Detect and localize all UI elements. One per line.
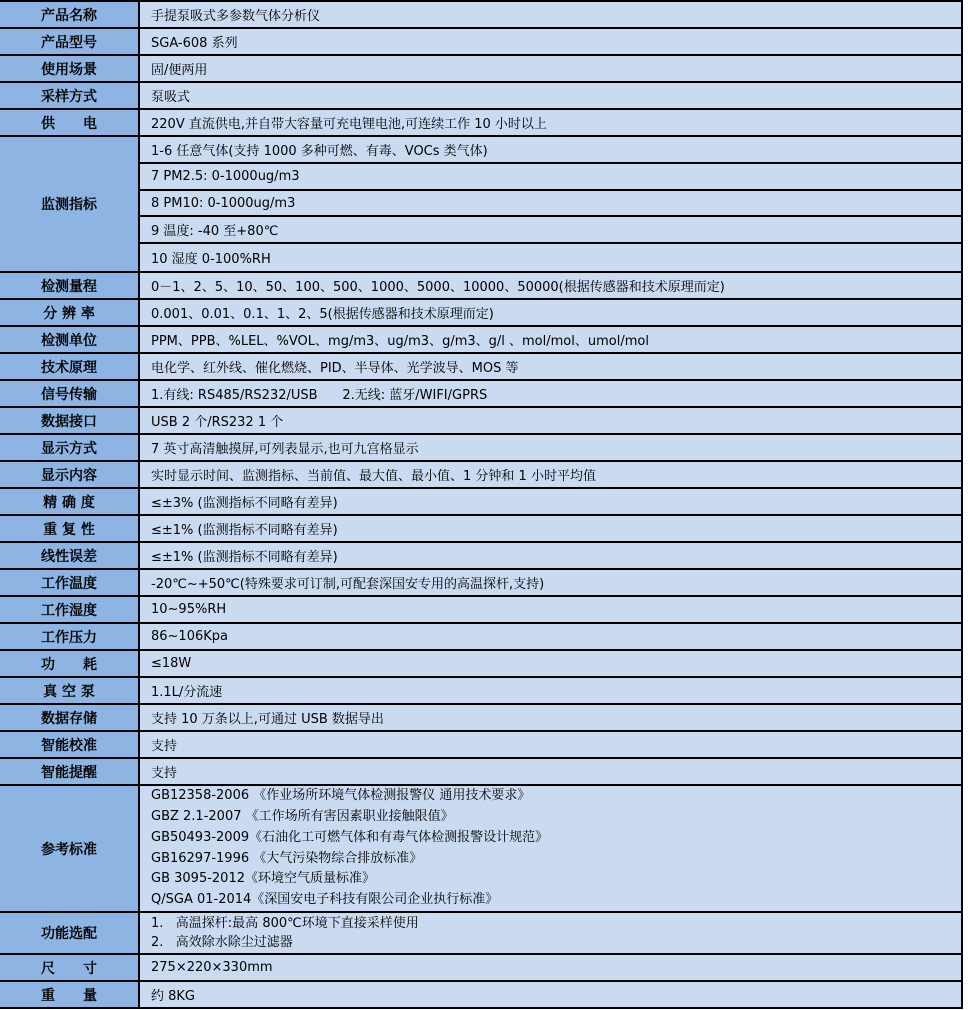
table-row (0, 651, 961, 678)
row-value (140, 137, 961, 271)
value-line: GB16297-1996 《大气污染物综合排放标准》 (151, 850, 423, 866)
row-label: 线性误差 (0, 543, 140, 568)
table-row (0, 381, 961, 408)
row-label: 产品名称 (0, 2, 140, 27)
row-label: 显示方式 (0, 435, 140, 460)
row-label: 显示内容 (0, 462, 140, 487)
row-value: ≤±3% (监测指标不同略有差异) (140, 489, 961, 514)
table-row (0, 2, 961, 29)
row-value: 约 8KG (140, 982, 961, 1007)
row-label: 真 空 泵 (0, 678, 140, 703)
row-label: 工作湿度 (0, 597, 140, 622)
row-value: 1.有线: RS485/RS232/USB 2.无线: 蓝牙/WIFI/GPRS (140, 381, 961, 406)
row-value (140, 913, 961, 953)
row-label: 信号传输 (0, 381, 140, 406)
row-label: 采样方式 (0, 83, 140, 108)
table-row (0, 408, 961, 435)
table-row (0, 300, 961, 327)
table-row (0, 705, 961, 732)
row-value: SGA-608 系列 (140, 29, 961, 54)
row-value: 支持 10 万条以上,可通过 USB 数据导出 (140, 705, 961, 730)
row-value: -20℃~+50℃(特殊要求可订制,可配套深国安专用的高温探杆,支持) (140, 570, 961, 595)
row-value (140, 786, 961, 911)
row-value: ≤±1% (监测指标不同略有差异) (140, 543, 961, 568)
table-row (0, 570, 961, 597)
row-value: USB 2 个/RS232 1 个 (140, 408, 961, 433)
row-label: 智能提醒 (0, 759, 140, 784)
table-row (0, 83, 961, 110)
table-row (0, 982, 961, 1009)
row-label: 重 复 性 (0, 516, 140, 541)
table-row (0, 354, 961, 381)
row-value: 275×220×330mm (140, 955, 961, 980)
row-value: 0－1、2、5、10、50、100、500、1000、5000、10000、50000(根据传感器和技术原理而定) (140, 273, 961, 298)
row-label: 产品型号 (0, 29, 140, 54)
table-row (0, 327, 961, 354)
value-line: GB12358-2006 《作业场所环境气体检测报警仪 通用技术要求》 (151, 788, 531, 804)
row-value: 支持 (140, 759, 961, 784)
table-row (0, 955, 961, 982)
row-label: 监测指标 (0, 137, 140, 271)
table-row (0, 913, 961, 955)
table-row (0, 29, 961, 56)
table-row (0, 462, 961, 489)
table-row (0, 110, 961, 137)
value-line: GBZ 2.1-2007 《工作场所有害因素职业接触限值》 (151, 808, 454, 824)
row-label: 精 确 度 (0, 489, 140, 514)
row-label: 技术原理 (0, 354, 140, 379)
row-value: 实时显示时间、监测指标、当前值、最大值、最小值、1 分钟和 1 小时平均值 (140, 462, 961, 487)
row-value: 0.001、0.01、0.1、1、2、5(根据传感器和技术原理而定) (140, 300, 961, 325)
table-row (0, 597, 961, 624)
table-row (0, 543, 961, 570)
row-label: 工作温度 (0, 570, 140, 595)
row-label: 功 耗 (0, 651, 140, 676)
value-line: GB 3095-2012《环境空气质量标准》 (151, 871, 375, 887)
row-label: 分 辨 率 (0, 300, 140, 325)
table-row (0, 732, 961, 759)
row-label: 数据接口 (0, 408, 140, 433)
row-value: PPM、PPB、%LEL、%VOL、mg/m3、ug/m3、g/m3、g/l 、mol/mol、umol/mol (140, 327, 961, 352)
row-value: 固/便两用 (140, 56, 961, 81)
sub-row-value: 8 PM10: 0-1000ug/m3 (140, 191, 961, 218)
value-line: Q/SGA 01-2014《深国安电子科技有限公司企业执行标准》 (151, 892, 499, 908)
row-label: 检测量程 (0, 273, 140, 298)
row-label: 使用场景 (0, 56, 140, 81)
table-row (0, 56, 961, 83)
row-label: 智能校准 (0, 732, 140, 757)
table-row (0, 624, 961, 651)
table-row (0, 678, 961, 705)
row-value: 支持 (140, 732, 961, 757)
row-label: 数据存储 (0, 705, 140, 730)
table-row (0, 786, 961, 913)
table-row (0, 489, 961, 516)
row-label: 功能选配 (0, 913, 140, 953)
row-value: 1.1L/分流速 (140, 678, 961, 703)
row-value: 7 英寸高清触摸屏,可列表显示,也可九宫格显示 (140, 435, 961, 460)
row-label: 参考标准 (0, 786, 140, 911)
row-label: 工作压力 (0, 624, 140, 649)
table-row (0, 273, 961, 300)
row-value: 电化学、红外线、催化燃烧、PID、半导体、光学波导、MOS 等 (140, 354, 961, 379)
row-label: 重 量 (0, 982, 140, 1007)
table-row (0, 759, 961, 786)
row-value: ≤18W (140, 651, 961, 676)
row-value: 10~95%RH (140, 597, 961, 622)
value-line: 1. 高温探杆:最高 800℃环境下直接采样使用 (151, 916, 419, 931)
sub-row-value: 1-6 任意气体(支持 1000 多种可燃、有毒、VOCs 类气体) (140, 137, 961, 164)
row-value: 手提泵吸式多参数气体分析仪 (140, 2, 961, 27)
sub-row-value: 10 湿度 0-100%RH (151, 252, 271, 268)
row-label: 供 电 (0, 110, 140, 135)
row-value: ≤±1% (监测指标不同略有差异) (140, 516, 961, 541)
table-row (0, 137, 961, 273)
row-value: 86~106Kpa (140, 624, 961, 649)
row-label: 尺 寸 (0, 955, 140, 980)
sub-row-value: 9 温度: -40 至+80℃ (140, 217, 961, 244)
row-value: 泵吸式 (140, 83, 961, 108)
value-line: GB50493-2009《石油化工可燃气体和有毒气体检测报警设计规范》 (151, 829, 549, 845)
row-label: 检测单位 (0, 327, 140, 352)
table-row (0, 516, 961, 543)
table-row (0, 435, 961, 462)
value-line: 2. 高效除水除尘过滤器 (151, 935, 293, 950)
row-value: 220V 直流供电,并自带大容量可充电锂电池,可连续工作 10 小时以上 (140, 110, 961, 135)
sub-row-value: 7 PM2.5: 0-1000ug/m3 (140, 164, 961, 191)
